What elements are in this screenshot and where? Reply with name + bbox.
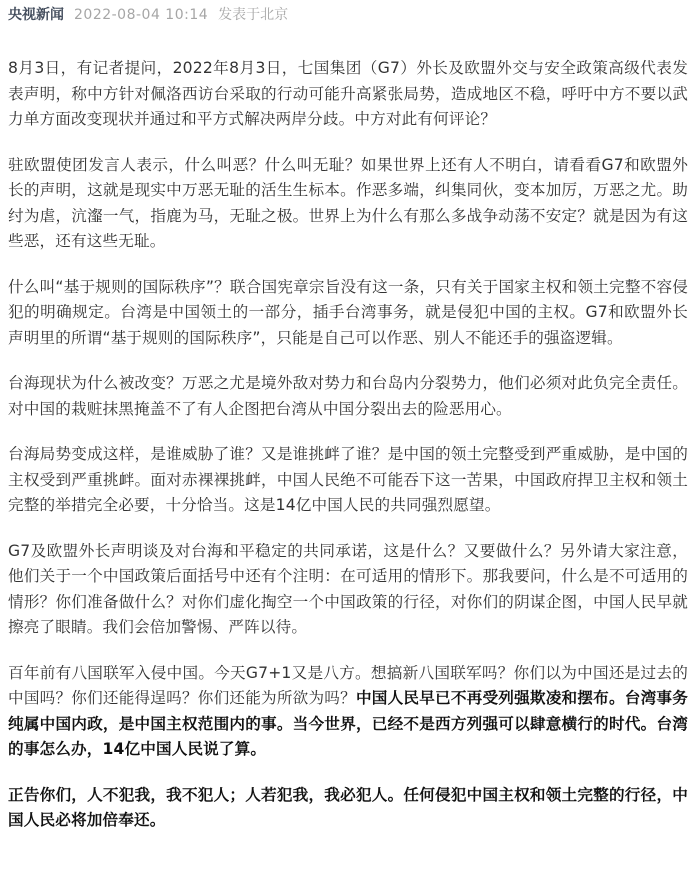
paragraph (8, 56, 688, 133)
source-name[interactable]: 央视新闻 (8, 7, 64, 23)
paragraph (8, 442, 688, 519)
paragraph-text: 台海局势变成这样，是谁威胁了谁？又是谁挑衅了谁？是中国的领土完整受到严重威胁，是中国的主权受到严重挑衅。面对赤裸裸挑衅，中国人民绝不可能吞下这一苦果，中国政府捍卫主权和领土完整的举措完全必要，十分恰当。这是14亿中国人民的共同强烈愿望。 (8, 445, 688, 514)
paragraph (8, 539, 688, 641)
paragraph-text: 台海现状为什么被改变？万恶之尤是境外敌对势力和台岛内分裂势力，他们必须对此负完全责任。对中国的栽赃抹黑掩盖不了有人企图把台湾从中国分裂出去的险恶用心。 (8, 374, 688, 418)
paragraph (8, 661, 688, 763)
paragraph-text: 百年前有八国联军入侵中国。今天G7+1又是八方。想搞新八国联军吗？你们以为中国还是过去的中国吗？你们还能得逞吗？你们还能为所欲为吗？ (8, 663, 688, 707)
paragraph-text: 驻欧盟使团发言人表示，什么叫恶？什么叫无耻？如果世界上还有人不明白，请看看G7和欧盟外长的声明，这就是现实中万恶无耻的活生生标本。作恶多端，纠集同伙，变本加厉，万恶之尤。助纣为虐，沆瀣一气，指鹿为马，无耻之极。世界上为什么有那么多战争动荡不安定？就是因为有这些恶，还有这些无耻。 (8, 155, 688, 250)
paragraph-bold-text: 正告你们，人不犯我，我不犯人；人若犯我，我必犯人。任何侵犯中国主权和领土完整的行径，中国人民必将加倍奉还。 (8, 785, 688, 829)
paragraph-text: 8月3日，有记者提问，2022年8月3日，七国集团（G7）外长及欧盟外交与安全政策高级代表发表声明，称中方针对佩洛西访台采取的行动可能升高紧张局势，造成地区不稳，呼吁中方不要以武力单方面改变现状并通过和平方式解决两岸分歧。中方对此有何评论？ (8, 59, 688, 128)
paragraph-text: 什么叫“基于规则的国际秩序”？联合国宪章宗旨没有这一条，只有关于国家主权和领土完整不容侵犯的明确规定。台湾是中国领土的一部分，插手台湾事务，就是侵犯中国的主权。G7和欧盟外长声明里的所谓“基于规则的国际秩序”，只能是自己可以作恶、别人不能还手的强盗逻辑。 (8, 277, 688, 347)
paragraph-bold-text: 中国人民早已不再受列强欺凌和摆布。台湾事务纯属中国内政，是中国主权范围内的事。当今世界，已经不是西方列强可以肆意横行的时代。台湾的事怎么办，14亿中国人民说了算。 (8, 689, 688, 758)
article-body (8, 56, 688, 834)
paragraph (8, 153, 688, 255)
paragraph (8, 371, 688, 422)
paragraph-closing (8, 783, 688, 834)
publish-location: 发表于北京 (218, 7, 289, 23)
paragraph-text: G7及欧盟外长声明谈及对台海和平稳定的共同承诺，这是什么？又要做什么？另外请大家注意，他们关于一个中国政策后面括号中还有个注明：在可适用的情形下。那我要问，什么是不可适用的情形？你们准备做什么？对你们虚化掏空一个中国政策的行径，对你们的阴谋企图，中国人民早就擦亮了眼睛。我们会倍加警惕、严阵以待。 (8, 541, 688, 636)
publish-timestamp: 2022-08-04 10:14 (74, 7, 209, 23)
article-meta (8, 0, 688, 30)
paragraph (8, 275, 688, 352)
